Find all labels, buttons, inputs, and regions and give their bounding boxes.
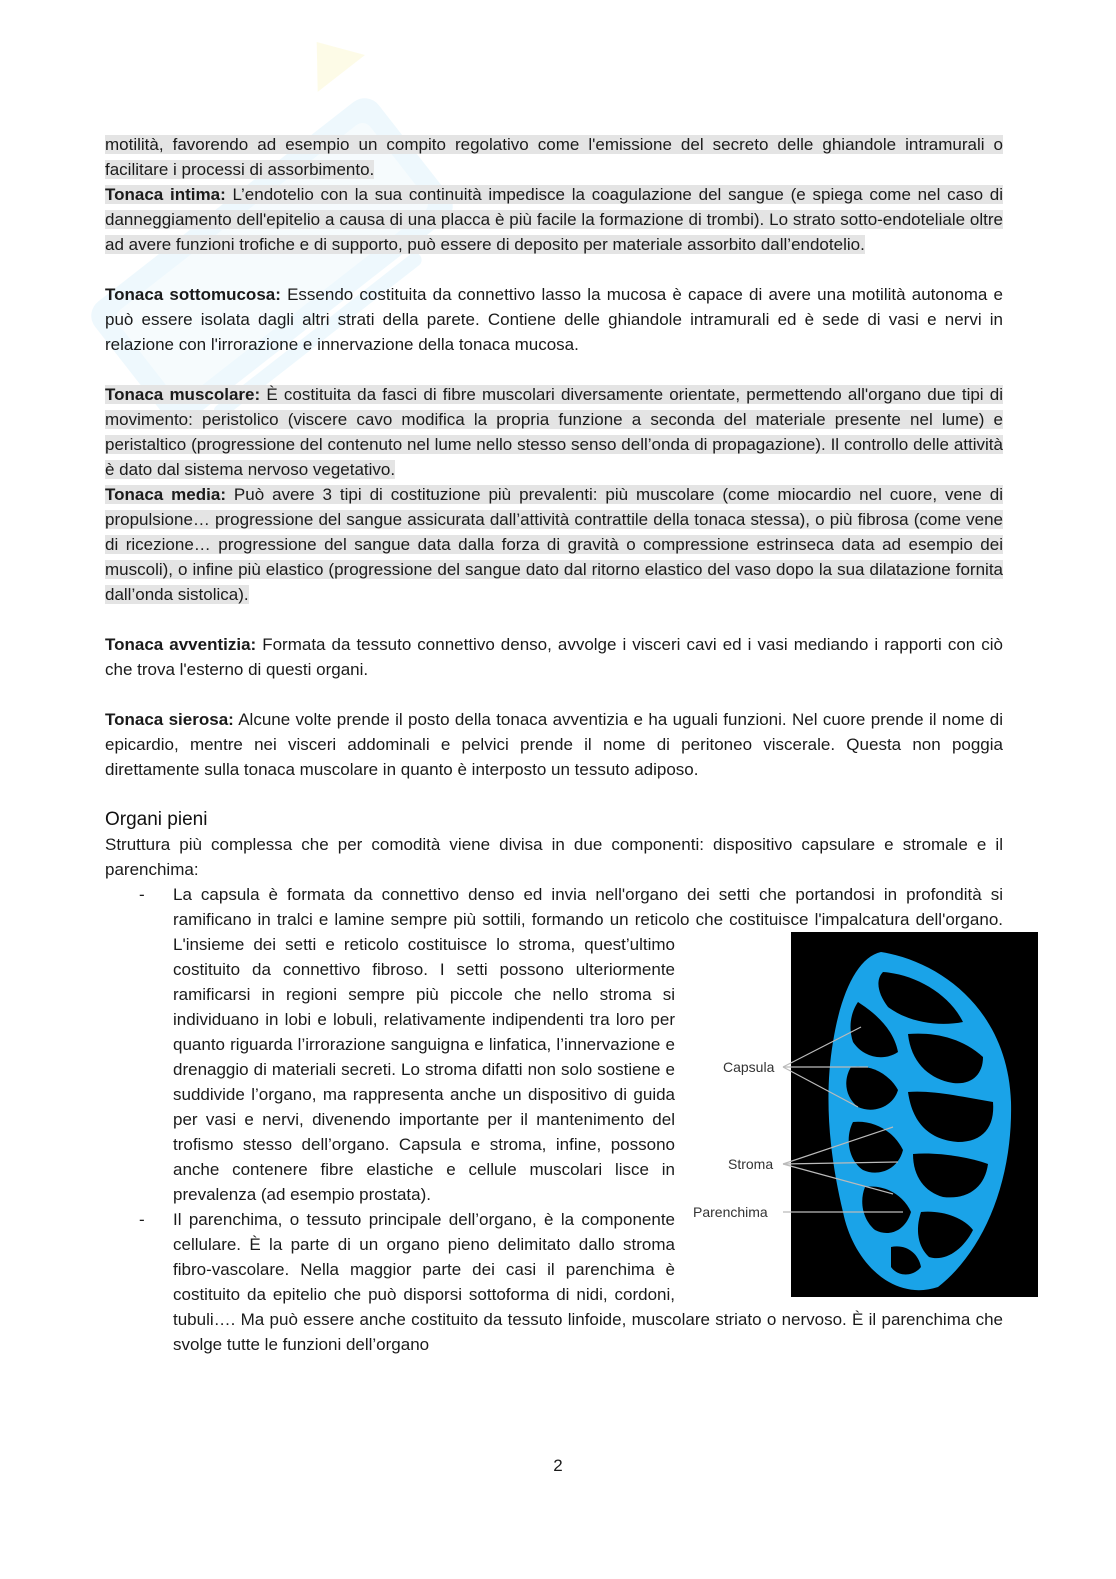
list-bullet: - [139, 885, 145, 904]
list-bullet: - [139, 1210, 145, 1229]
term-tonaca-intima: Tonaca intima: [105, 185, 226, 204]
paragraph-motilita: motilità, favorendo ad esempio un compito regolativo come l'emissione del secreto delle ghiandole intramurali o facilitare i processi di assorbimento. [105, 135, 1003, 179]
bullet-list [105, 882, 1003, 1357]
paragraph-tonaca-muscolare: Tonaca muscolare: È costituita da fasci di fibre muscolari diversamente orientate, permettendo all'organo due tipi di movimento: peristolico (viscere cavo modifica la propria funzione a seconda del materiale presente nel lume) e peristaltico (progressione del contenuto nel lume nello stesso senso dell’onda di propagazione). Il controllo delle attività è dato dal sistema nervoso vegetativo. [105, 385, 1003, 479]
term-tonaca-muscolare: Tonaca muscolare: [105, 385, 261, 404]
section-heading-organi-pieni: Organi pieni [105, 809, 208, 830]
list-item-text-part2: dell'organo. L'insieme dei setti e reticolo costituisce lo stroma, quest’ultimo costituito da connettivo fibroso. I setti possono ulteriormente ramificarsi in regioni sempre più piccole che nello stroma si individuano in lobi e lobuli, relativamente indipendenti tra loro per quanto riguarda l’irrorazione sanguigna e linfatica, l’innervazione e drenaggio di materiali secreti. Lo stroma difatti non solo sostiene e suddivide l’organo, ma rappresenta anche un dispositivo di guida per vasi e nervi, divenendo importante per il mantenimento del trofismo stesso dell’organo. Capsula e stroma, infine, possono anche contenere fibre elastiche e cellule muscolari lisce in prevalenza (ad esempio prostata). [173, 910, 1003, 1204]
term-tonaca-sierosa: Tonaca sierosa: [105, 710, 234, 729]
list-item-text-part1: La capsula è formata da connettivo denso ed invia nell'organo dei setti che portandosi in profondità si ramificano in tralci e lamine sempre più sottili, formando un reticolo che costituisce l'impalcatura [173, 885, 1003, 929]
paragraph-tonaca-media: Tonaca media: Può avere 3 tipi di costituzione più prevalenti: più muscolare (come miocardio nel cuore, vene di propulsione… progressione del sangue assicurata dall’attività contrattile della tonaca stessa), o più fibrosa (come vene di ricezione… progressione del sangue data dalla forza di gravità o compressione estrinseca data ad esempio dei muscoli), o infine più elastico (progressione del sangue dato dal ritorno elastico del vaso dopo la sua dilatazione fornita dall’onda sistolica). [105, 485, 1003, 604]
term-tonaca-media: Tonaca media: [105, 485, 226, 504]
list-item-parenchima [105, 1207, 1003, 1357]
list-item-capsula [105, 882, 1003, 1220]
page-body [105, 132, 1003, 1357]
paragraph-tonaca-avventizia: Tonaca avventizia: Formata da tessuto connettivo denso, avvolge i visceri cavi ed i vasi mediando i rapporti con ciò che trova l'esterno di questi organi. [105, 635, 1003, 679]
label-parenchima: Parenchima [693, 1204, 768, 1220]
paragraph-tonaca-sierosa: Tonaca sierosa: Alcune volte prende il posto della tonaca avventizia e ha uguali funzioni. Nel cuore prende il nome di epicardio, mentre nei visceri addominali e pelvici prende il nome di peritoneo viscerale. Questa non poggia direttamente sulla tonaca muscolare in quanto è interposto un tessuto adiposo. [105, 710, 1003, 779]
paragraph-tonaca-intima: Tonaca intima: L’endotelio con la sua continuità impedisce la coagulazione del sangue (e spiega come nel caso di danneggiamento dell'epitelio a causa di una placca è più facile la formazione di trombi). Lo strato sotto-endoteliale oltre ad avere funzioni trofiche e di supporto, può essere di deposito per materiale assorbito dall’endotelio. [105, 185, 1004, 254]
paragraph-tonaca-sottomucosa: Tonaca sottomucosa: Essendo costituita da connettivo lasso la mucosa è capace di avere una motilità autonoma e può essere isolata dagli altri strati della parete. Contiene delle ghiandole intramurali ed è sede di vasi e nervi in relazione con l'irrorazione e innervazione della tonaca mucosa. [105, 285, 1003, 354]
page-number: 2 [553, 1456, 563, 1475]
label-capsula: Capsula [723, 1059, 775, 1075]
term-tonaca-sottomucosa: Tonaca sottomucosa: [105, 285, 281, 304]
list-item-text: Il parenchima, o tessuto principale dell’organo, è la componente cellulare. È la parte di un organo pieno delimitato dallo stroma fibro-vascolare. Nella maggior parte dei casi il parenchima è costituito da epitelio che può disporsi sottoforma di nidi, cordoni, tubuli…. Ma può essere anche costituito da tessuto linfoide, muscolare striato o nervoso. È il parenchima che svolge tutte le funzioni dell’organo [173, 1210, 1003, 1354]
label-stroma: Stroma [728, 1156, 774, 1172]
section-intro: Struttura più complessa che per comodità viene divisa in due componenti: dispositivo capsulare e stromale e il parenchima: [105, 835, 1003, 879]
term-tonaca-avventizia: Tonaca avventizia: [105, 635, 257, 654]
